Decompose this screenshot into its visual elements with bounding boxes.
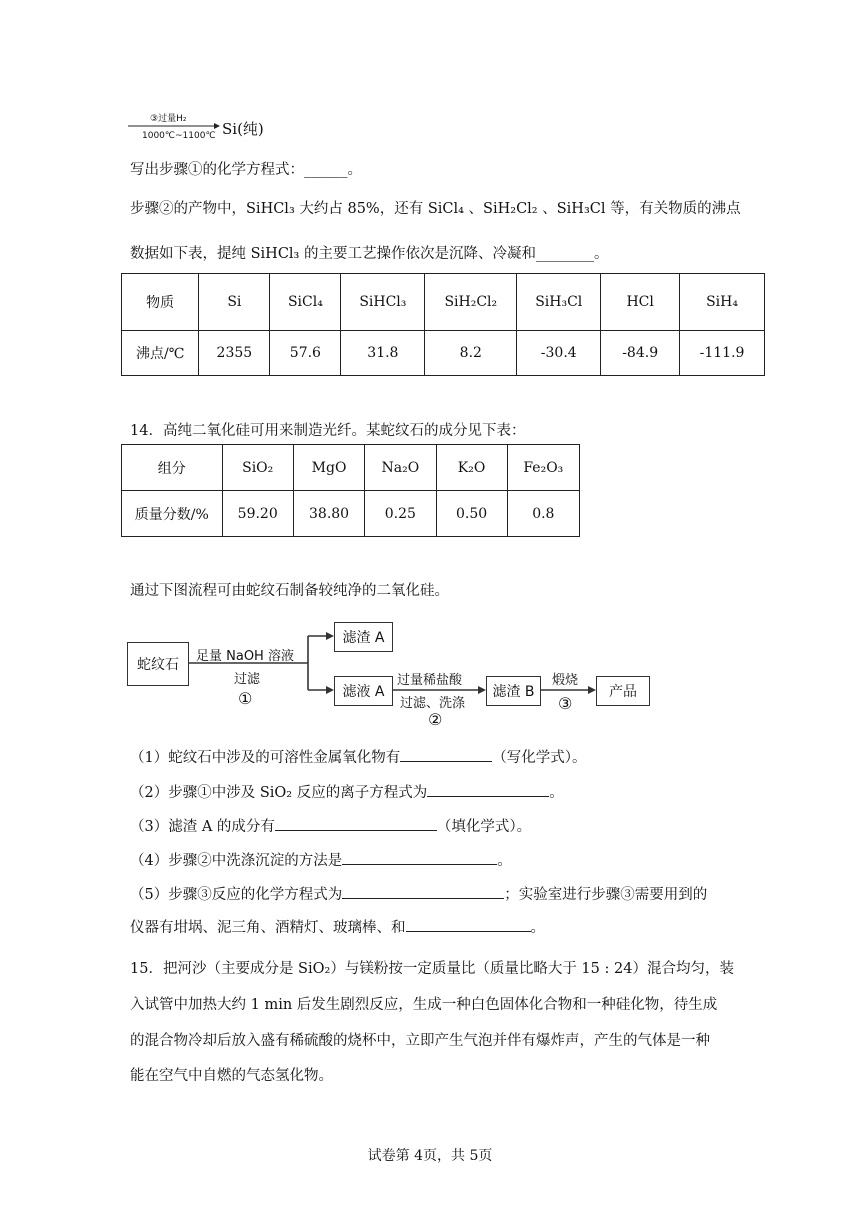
sub-question-5 — [130, 883, 707, 904]
line-step2-a: 步骤②的产物中，SiHCl₃ 大约占 85%，还有 SiCl₄ 、SiH₂Cl₂ 、SiH₃Cl 等，有关物质的沸点 — [130, 201, 741, 217]
page-footer: 试卷第 4页，共 5页 — [367, 1148, 493, 1164]
question-15-line: 能在空气中自燃的气态氢化物。 — [130, 1068, 333, 1084]
table-cell: SiHCl₃ — [341, 274, 425, 331]
flow-filtrate-a-box: 滤液 A — [334, 676, 393, 706]
flow-intro: 通过下图流程可由蛇纹石制备较纯净的二氧化硅。 — [130, 583, 449, 599]
line-step2-b: 数据如下表，提纯 SiHCl₃ 的主要工艺操作依次是沉降、冷凝和________。 — [130, 246, 609, 262]
sub-question-5-cont — [130, 916, 545, 937]
table-cell: 物质 — [122, 274, 199, 331]
sub-question-text: ；实验室进行步骤③需要用到的 — [504, 887, 708, 903]
line-step1: 写出步骤①的化学方程式：______。 — [130, 162, 362, 178]
table-cell: -111.9 — [680, 331, 765, 376]
table-cell: 0.8 — [507, 491, 579, 537]
table-cell: 8.2 — [425, 331, 517, 376]
arrow-condition-below: 1000℃~1100℃ — [142, 131, 216, 141]
table-cell: SiO₂ — [222, 445, 293, 491]
table-cell: SiH₄ — [680, 274, 765, 331]
sub-question-text: （5）步骤③反应的化学方程式为 — [130, 887, 343, 903]
flow-step1-operation: 过滤 — [234, 672, 261, 687]
question-15-line: 15．把河沙（主要成分是 SiO₂）与镁粉按一定质量比（质量比略大于 15 : 24）混合均匀，装 — [130, 961, 734, 977]
flow-start-box: 蛇纹石 — [127, 642, 189, 686]
sub-question-text: 仪器有坩埚、泥三角、酒精灯、玻璃棒、和 — [130, 920, 406, 936]
flow-step2-operation: 过滤、洗涤 — [400, 696, 466, 711]
table-cell: 31.8 — [341, 331, 425, 376]
sub-question-text: 。 — [549, 785, 564, 801]
answer-blank[interactable] — [275, 816, 437, 831]
flow-step2-reagent: 过量稀盐酸 — [397, 673, 463, 688]
flow-step1-reagent: 足量 NaOH 溶液 — [196, 649, 294, 664]
table-cell: SiCl₄ — [270, 274, 341, 331]
table-cell: SiH₃Cl — [517, 274, 601, 331]
table-cell: SiH₂Cl₂ — [425, 274, 517, 331]
answer-blank[interactable] — [342, 850, 497, 865]
answer-blank[interactable] — [400, 747, 492, 762]
question-15-line: 的混合物冷却后放入盛有稀硫酸的烧杯中，立即产生气泡并伴有爆炸声，产生的气体是一种 — [130, 1033, 710, 1049]
flow-residue-a-box: 滤渣 A — [334, 622, 393, 652]
question-14-title: 14．高纯二氧化硅可用来制造光纤。某蛇纹石的成分见下表： — [130, 423, 526, 439]
table-cell: Si — [199, 274, 270, 331]
table-cell: 沸点/℃ — [122, 331, 199, 376]
table-cell: -30.4 — [517, 331, 601, 376]
sub-question-text: （填化学式）。 — [436, 819, 532, 835]
sub-question-text: （3）滤渣 A 的成分有 — [130, 819, 275, 835]
flow-step1-number: ① — [238, 689, 253, 708]
table-cell: 38.80 — [293, 491, 364, 537]
sub-question-3 — [130, 815, 531, 836]
table-cell: -84.9 — [601, 331, 680, 376]
flow-product-box: 产品 — [596, 676, 650, 706]
table-cell: 0.50 — [436, 491, 507, 537]
answer-blank[interactable] — [342, 884, 504, 899]
table-cell: 0.25 — [365, 491, 436, 537]
table-cell: Na₂O — [365, 445, 436, 491]
table-cell: 组分 — [122, 445, 223, 491]
answer-blank[interactable] — [406, 917, 531, 932]
table-cell: 59.20 — [222, 491, 293, 537]
table-cell: MgO — [293, 445, 364, 491]
table-cell: Fe₂O₃ — [507, 445, 579, 491]
table-cell: HCl — [601, 274, 680, 331]
question-15-line: 入试管中加热大约 1 min 后发生剧烈反应，生成一种白色固体化合物和一种硅化物，待生成 — [130, 997, 718, 1013]
sub-question-4 — [130, 849, 512, 870]
sub-question-text: （2）步骤①中涉及 SiO₂ 反应的离子方程式为 — [130, 785, 428, 801]
flow-step3-operation: 煅烧 — [552, 673, 579, 688]
arrow-condition-above: ③过量H₂ — [150, 114, 187, 124]
flow-residue-b-box: 滤渣 B — [486, 676, 541, 706]
answer-blank[interactable] — [427, 782, 549, 797]
table-cell: 57.6 — [270, 331, 341, 376]
sub-question-1 — [130, 746, 586, 767]
sub-question-text: （写化学式）。 — [492, 750, 587, 766]
sub-question-2 — [130, 781, 564, 802]
sub-question-text: （4）步骤②中洗涤沉淀的方法是 — [130, 853, 343, 869]
arrow-result: Si(纯) — [222, 120, 264, 138]
sub-question-text: 。 — [530, 920, 545, 936]
flow-step2-number: ② — [428, 710, 443, 729]
sub-question-text: （1）蛇纹石中涉及的可溶性金属氧化物有 — [130, 750, 401, 766]
sub-question-text: 。 — [497, 853, 512, 869]
flow-step3-number: ③ — [558, 694, 573, 713]
table-cell: 质量分数/% — [122, 491, 223, 537]
table-cell: 2355 — [199, 331, 270, 376]
table-cell: K₂O — [436, 445, 507, 491]
